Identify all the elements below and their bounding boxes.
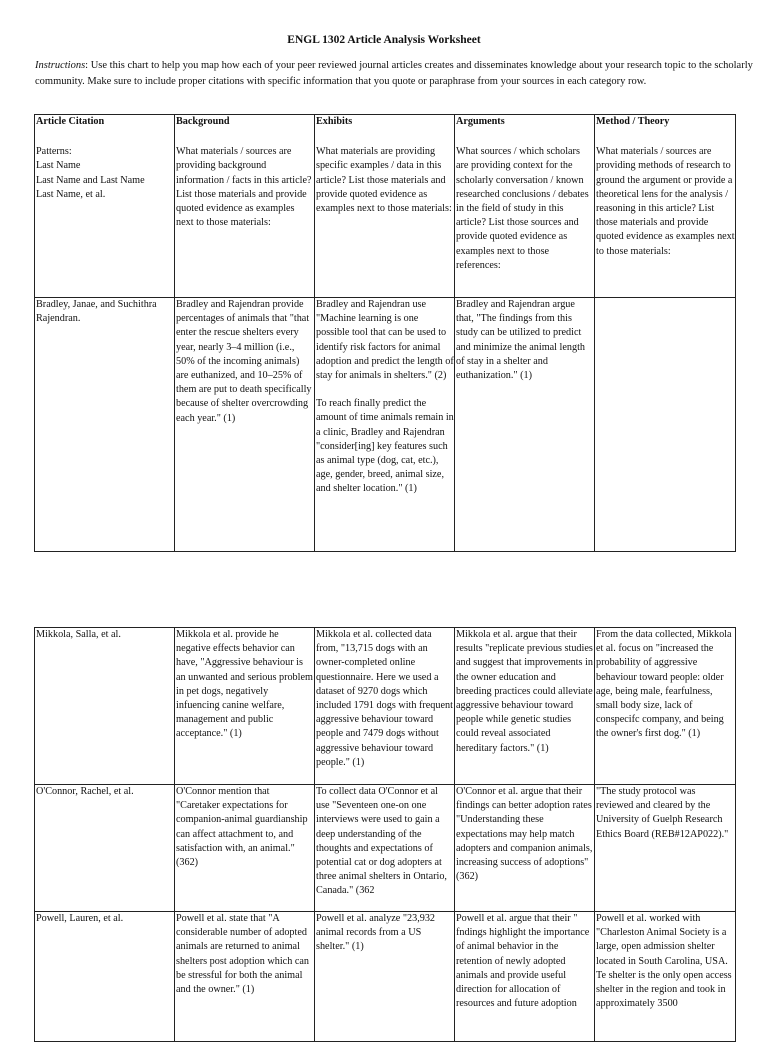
cell-arguments: Powell et al. argue that their " fndings highlight the importance of animal behavior in the retention of newly adopted animals and provide useful direction for allocation of resources and future adoption xyxy=(455,912,595,1042)
cell-exhibits xyxy=(315,298,455,552)
header-cell-method xyxy=(595,115,736,298)
cell-background: Bradley and Rajendran provide percentages of animals that "that enter the rescue shelters every year, nearly 3–4 million (i.e., 50% of the incoming animals) are euthanized, and 10–25% of them are put to death specifically because of shelter overcrowding each year." (1) xyxy=(175,298,315,552)
table-row xyxy=(35,298,736,552)
cell-arguments: Mikkola et al. argue that their results "replicate previous studies and suggest that improvements in the owner education and breeding practices could alleviate aggressive behaviour toward people while genetic studies could reveal associated hereditary factors." (1) xyxy=(455,628,595,785)
table-row xyxy=(35,912,736,1042)
cell-exhibits-part-1: Bradley and Rajendran use "Machine learning is one possible tool that can be used to identify risk factors for animal adoption and predict the length of stay for animals in shelters." (2) xyxy=(316,299,454,382)
analysis-table-bottom xyxy=(34,627,736,1042)
cell-citation: Powell, Lauren, et al. xyxy=(35,912,175,1042)
cell-background: O'Connor mention that "Caretaker expectations for companion-animal guardianship can affect attachment to, and satisfaction with, an animal." (362) xyxy=(175,785,315,912)
cell-citation: O'Connor, Rachel, et al. xyxy=(35,785,175,912)
header-row xyxy=(35,115,736,298)
cell-citation: Mikkola, Salla, et al. xyxy=(35,628,175,785)
cell-method xyxy=(595,298,736,552)
prompt-method: What materials / sources are providing methods of research to ground the argument or provide a theoretical lens for the analysis / reasoning in this article? List those materials and provide quoted evidence as examples next to those materials: xyxy=(596,146,735,257)
cell-exhibits: Powell et al. analyze "23,932 animal records from a US shelter." (1) xyxy=(315,912,455,1042)
header-method: Method / Theory xyxy=(596,116,670,127)
instructions-lead: Instructions xyxy=(35,60,86,71)
cell-arguments: Bradley and Rajendran argue that, "The findings from this study can be utilized to predict and minimize the animal length of stay in a shelter and euthanization." (1) xyxy=(455,298,595,552)
prompt-exhibits: What materials are providing specific examples / data in this article? List those materials and provide quoted evidence as examples next to those materials: xyxy=(316,146,452,215)
cell-method: Powell et al. worked with "Charleston Animal Society is a large, open admission shelter located in South Carolina, USA. Te shelter is the only open access shelter in the region and took in approximately 3500 xyxy=(595,912,736,1042)
cell-background: Mikkola et al. provide he negative effects behavior can have, "Aggressive behaviour is an unwanted and serious problem in pet dogs, negatively infuencing canine welfare, management and public acceptance." (1) xyxy=(175,628,315,785)
prompt-arguments: What sources / which scholars are providing context for the scholarly conversation / known researched conclusions / debates in the field of study in this article? List those sources and provide quoted evidence as examples next to those references: xyxy=(456,146,589,271)
instructions-paragraph xyxy=(35,58,761,90)
cell-citation: Bradley, Janae, and Suchithra Rajendran. xyxy=(35,298,175,552)
header-exhibits: Exhibits xyxy=(316,116,353,127)
prompt-background: What materials / sources are providing background information / facts in this article? List those materials and provide quoted evidence as examples next to those materials: xyxy=(176,146,312,229)
header-cell-background xyxy=(175,115,315,298)
cell-method: From the data collected, Mikkola et al. focus on "increased the probability of aggressive behaviour toward people: older age, being male, fearfulness, small body size, lack of conspecifc company, and being the owner's first dog." (1) xyxy=(595,628,736,785)
cell-arguments: O'Connor et al. argue that their findings can better adoption rates "Understanding these expectations may help match adopters and companion animals, increasing success of adoptions" (362) xyxy=(455,785,595,912)
cell-exhibits: Mikkola et al. collected data from, "13,715 dogs with an owner-completed online questionnaire. Here we used a dataset of 9270 dogs which included 1791 dogs with frequent aggressive behaviour toward people and 7479 dogs without aggressive behaviour toward people." (1) xyxy=(315,628,455,785)
cell-exhibits: To collect data O'Connor et al use "Seventeen one-on one interviews were used to gain a deep understanding of the thoughts and expectations of potential cat or dog adopters at three animal shelters in Ontario, Canada." (362 xyxy=(315,785,455,912)
page-title: ENGL 1302 Article Analysis Worksheet xyxy=(287,34,481,46)
table-row xyxy=(35,628,736,785)
header-citation: Article Citation xyxy=(36,116,105,127)
cell-background: Powell et al. state that "A considerable number of adopted animals are returned to animal shelters post adoption which can be stressful for both the animal and the owner." (1) xyxy=(175,912,315,1042)
analysis-table-top xyxy=(34,114,736,552)
header-cell-citation xyxy=(35,115,175,298)
cell-exhibits-part-2: To reach finally predict the amount of time animals remain in a clinic, Bradley and Rajendran "consider[ing] key features such as animal type (dog, cat, etc.), age, gender, breed, animal size, and shelter location." (1) xyxy=(316,398,454,495)
header-cell-arguments xyxy=(455,115,595,298)
prompt-citation: Patterns: Last Name Last Name and Last Name Last Name, et al. xyxy=(36,146,145,200)
instructions-text: : Use this chart to help you map how each of your peer reviewed journal articles creates and disseminates knowledge about your research topic to the scholarly community. Make sure to include proper citations with specific information that you quote or paraphrase from your sources in each category row. xyxy=(35,60,753,87)
table-row xyxy=(35,785,736,912)
cell-method: "The study protocol was reviewed and cleared by the University of Guelph Research Ethics Board (REB#12AP022)." xyxy=(595,785,736,912)
header-arguments: Arguments xyxy=(456,116,505,127)
header-cell-exhibits xyxy=(315,115,455,298)
header-background: Background xyxy=(176,116,230,127)
